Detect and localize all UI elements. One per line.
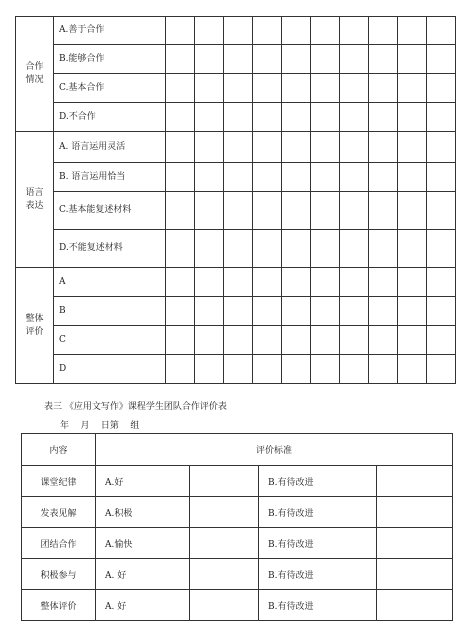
blank-cell: [166, 132, 195, 163]
option-cell: B: [54, 297, 166, 326]
blank-cell: [224, 74, 253, 103]
blank-cell: [224, 17, 253, 45]
blank-cell: [195, 297, 224, 326]
item-cell: 团结合作: [22, 528, 96, 559]
blank-cell: [369, 297, 398, 326]
blank-cell: [224, 192, 253, 230]
blank-cell: [166, 297, 195, 326]
date-group-line: 年 月 日第 组: [60, 421, 140, 431]
blank-cell: [369, 163, 398, 192]
blank-cell: [282, 192, 311, 230]
blank-cell: [427, 268, 456, 297]
blank-cell: [166, 17, 195, 45]
header-row: [22, 434, 453, 466]
blank-cell: [282, 355, 311, 384]
blank-cell: [253, 103, 282, 132]
option-a-cell: A.愉快: [96, 528, 190, 559]
blank-cell: [195, 268, 224, 297]
option-a-cell: A.好: [96, 466, 190, 497]
blank-cell: [369, 17, 398, 45]
header-item: 内容: [22, 434, 96, 466]
blank-cell: [253, 74, 282, 103]
blank-cell: [311, 192, 340, 230]
blank-cell: [427, 163, 456, 192]
blank-cell: [369, 192, 398, 230]
blank-cell: [311, 132, 340, 163]
team-evaluation-table: [21, 433, 453, 621]
blank-cell: [377, 497, 453, 528]
blank-cell: [224, 355, 253, 384]
blank-cell: [195, 192, 224, 230]
blank-cell: [282, 45, 311, 74]
blank-cell: [224, 268, 253, 297]
option-cell: B.能够合作: [54, 45, 166, 74]
blank-cell: [398, 132, 427, 163]
blank-cell: [253, 326, 282, 355]
blank-cell: [166, 326, 195, 355]
blank-cell: [311, 230, 340, 268]
grid-row: [16, 74, 456, 103]
blank-cell: [190, 590, 259, 621]
blank-cell: [311, 17, 340, 45]
blank-cell: [195, 45, 224, 74]
grid-row: [16, 163, 456, 192]
table-caption: 表三 《应用文写作》课程学生团队合作评价表: [44, 402, 227, 412]
blank-cell: [398, 268, 427, 297]
blank-cell: [340, 268, 369, 297]
blank-cell: [166, 268, 195, 297]
table-row: [22, 559, 453, 590]
blank-cell: [398, 45, 427, 74]
grid-row: [16, 17, 456, 45]
blank-cell: [195, 163, 224, 192]
blank-cell: [224, 163, 253, 192]
blank-cell: [282, 268, 311, 297]
blank-cell: [311, 355, 340, 384]
blank-cell: [427, 132, 456, 163]
option-cell: D.不能复述材料: [54, 230, 166, 268]
blank-cell: [340, 297, 369, 326]
blank-cell: [398, 103, 427, 132]
blank-cell: [427, 230, 456, 268]
category-expression: [16, 132, 54, 268]
blank-cell: [340, 355, 369, 384]
table-row: [22, 590, 453, 621]
blank-cell: [369, 132, 398, 163]
blank-cell: [190, 497, 259, 528]
blank-cell: [340, 74, 369, 103]
option-cell: A. 语言运用灵活: [54, 132, 166, 163]
blank-cell: [311, 45, 340, 74]
item-cell: 发表见解: [22, 497, 96, 528]
category-overall: [16, 268, 54, 384]
blank-cell: [311, 74, 340, 103]
option-cell: D: [54, 355, 166, 384]
option-a-cell: A.积极: [96, 497, 190, 528]
blank-cell: [282, 132, 311, 163]
blank-cell: [427, 45, 456, 74]
blank-cell: [340, 103, 369, 132]
blank-cell: [377, 466, 453, 497]
blank-cell: [398, 326, 427, 355]
option-cell: D.不合作: [54, 103, 166, 132]
blank-cell: [340, 163, 369, 192]
blank-cell: [311, 103, 340, 132]
blank-cell: [253, 132, 282, 163]
blank-cell: [340, 17, 369, 45]
blank-cell: [311, 163, 340, 192]
blank-cell: [195, 355, 224, 384]
category-cooperation: [16, 17, 54, 132]
option-b-cell: B.有待改进: [259, 559, 377, 590]
blank-cell: [369, 230, 398, 268]
blank-cell: [340, 45, 369, 74]
table-row: [22, 497, 453, 528]
blank-cell: [224, 103, 253, 132]
option-b-cell: B.有待改进: [259, 528, 377, 559]
blank-cell: [166, 74, 195, 103]
blank-cell: [377, 559, 453, 590]
grid-row: [16, 268, 456, 297]
grid-row: [16, 103, 456, 132]
option-cell: A: [54, 268, 166, 297]
blank-cell: [190, 466, 259, 497]
blank-cell: [166, 355, 195, 384]
grid-row: [16, 297, 456, 326]
blank-cell: [190, 528, 259, 559]
blank-cell: [253, 163, 282, 192]
blank-cell: [427, 74, 456, 103]
blank-cell: [224, 297, 253, 326]
blank-cell: [282, 74, 311, 103]
blank-cell: [427, 297, 456, 326]
category-label: 整体 评价: [25, 313, 44, 337]
grid-row: [16, 230, 456, 268]
blank-cell: [377, 590, 453, 621]
blank-cell: [224, 326, 253, 355]
option-b-cell: B.有待改进: [259, 590, 377, 621]
blank-cell: [195, 17, 224, 45]
blank-cell: [282, 297, 311, 326]
blank-cell: [166, 230, 195, 268]
item-cell: 课堂纪律: [22, 466, 96, 497]
blank-cell: [398, 355, 427, 384]
blank-cell: [427, 17, 456, 45]
option-a-cell: A. 好: [96, 559, 190, 590]
blank-cell: [311, 297, 340, 326]
option-cell: C.基本能复述材料: [54, 192, 166, 230]
table-row: [22, 466, 453, 497]
blank-cell: [195, 103, 224, 132]
blank-cell: [340, 132, 369, 163]
blank-cell: [427, 326, 456, 355]
blank-cell: [166, 163, 195, 192]
blank-cell: [253, 297, 282, 326]
blank-cell: [398, 163, 427, 192]
blank-cell: [398, 74, 427, 103]
blank-cell: [195, 326, 224, 355]
option-cell: A.善于合作: [54, 17, 166, 45]
blank-cell: [282, 230, 311, 268]
blank-cell: [398, 192, 427, 230]
option-a-cell: A. 好: [96, 590, 190, 621]
blank-cell: [253, 45, 282, 74]
blank-cell: [369, 355, 398, 384]
blank-cell: [195, 230, 224, 268]
blank-cell: [253, 192, 282, 230]
blank-cell: [377, 528, 453, 559]
blank-cell: [224, 230, 253, 268]
grid-row: [16, 192, 456, 230]
blank-cell: [369, 103, 398, 132]
option-b-cell: B.有待改进: [259, 466, 377, 497]
blank-cell: [427, 192, 456, 230]
blank-cell: [398, 297, 427, 326]
blank-cell: [282, 163, 311, 192]
table-row: [22, 528, 453, 559]
blank-cell: [369, 74, 398, 103]
blank-cell: [195, 132, 224, 163]
grid-row: [16, 45, 456, 74]
blank-cell: [190, 559, 259, 590]
category-label: 语言 表达: [25, 187, 44, 211]
item-cell: 积极参与: [22, 559, 96, 590]
evaluation-grid-table: [15, 16, 456, 384]
option-cell: C: [54, 326, 166, 355]
blank-cell: [340, 192, 369, 230]
blank-cell: [369, 268, 398, 297]
blank-cell: [369, 45, 398, 74]
blank-cell: [282, 326, 311, 355]
blank-cell: [398, 230, 427, 268]
blank-cell: [427, 103, 456, 132]
blank-cell: [282, 103, 311, 132]
option-cell: B. 语言运用恰当: [54, 163, 166, 192]
blank-cell: [282, 17, 311, 45]
blank-cell: [311, 268, 340, 297]
item-cell: 整体评价: [22, 590, 96, 621]
blank-cell: [166, 192, 195, 230]
blank-cell: [224, 132, 253, 163]
grid-row: [16, 132, 456, 163]
blank-cell: [340, 326, 369, 355]
blank-cell: [369, 326, 398, 355]
blank-cell: [253, 355, 282, 384]
blank-cell: [427, 355, 456, 384]
header-criteria: 评价标准: [96, 434, 453, 466]
blank-cell: [311, 326, 340, 355]
grid-row: [16, 326, 456, 355]
grid-row: [16, 355, 456, 384]
blank-cell: [340, 230, 369, 268]
blank-cell: [398, 17, 427, 45]
blank-cell: [224, 45, 253, 74]
blank-cell: [253, 17, 282, 45]
category-label: 合作 情况: [25, 62, 44, 85]
option-cell: C.基本合作: [54, 74, 166, 103]
option-b-cell: B.有待改进: [259, 497, 377, 528]
blank-cell: [253, 230, 282, 268]
blank-cell: [166, 45, 195, 74]
blank-cell: [166, 103, 195, 132]
blank-cell: [253, 268, 282, 297]
blank-cell: [195, 74, 224, 103]
